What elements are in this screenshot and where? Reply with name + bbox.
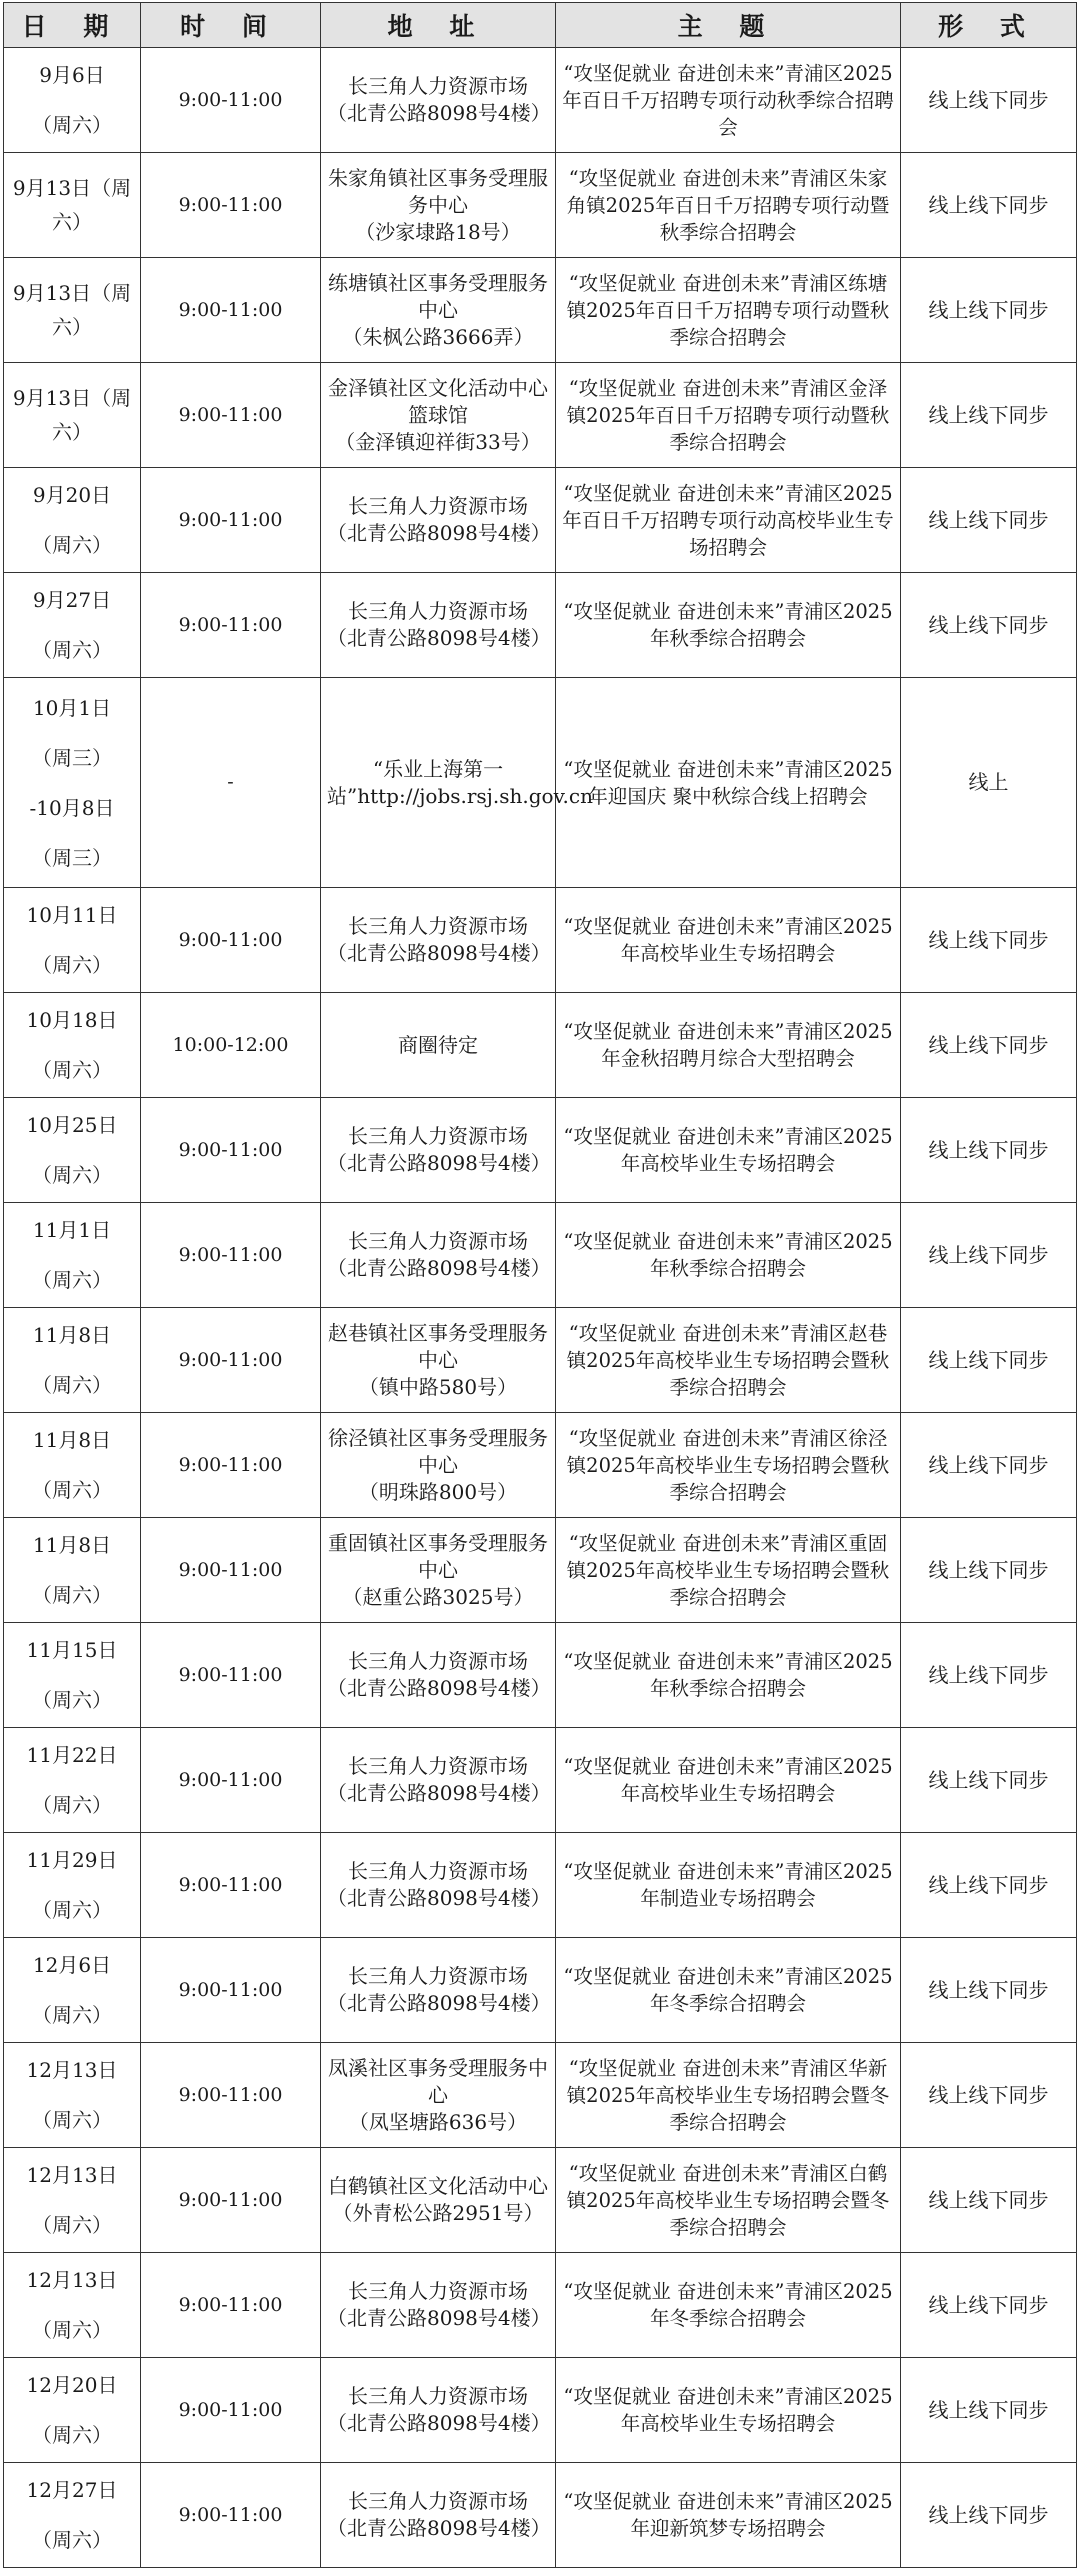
address-detail: （北青公路8098号4楼） bbox=[327, 1256, 551, 1280]
cell-format: 线上线下同步 bbox=[901, 1938, 1077, 2043]
address-detail: （镇中路580号） bbox=[358, 1374, 518, 1399]
cell-format: 线上线下同步 bbox=[901, 258, 1077, 363]
cell-date bbox=[4, 1413, 141, 1518]
date-line: 10月18日 bbox=[26, 1008, 118, 1032]
cell-address bbox=[321, 468, 556, 573]
table-row bbox=[4, 258, 1077, 363]
cell-format: 线上线下同步 bbox=[901, 1308, 1077, 1413]
date-line: 12月20日 bbox=[26, 2373, 118, 2397]
address-detail: （北青公路8098号4楼） bbox=[327, 1151, 551, 1175]
cell-address bbox=[321, 1203, 556, 1308]
date-line: （周六） bbox=[32, 1163, 112, 1187]
cell-theme: “攻坚促就业 奋进创未来”青浦区2025年秋季综合招聘会 bbox=[556, 573, 901, 678]
address-detail: （北青公路8098号4楼） bbox=[327, 1676, 551, 1700]
cell-address bbox=[321, 1098, 556, 1203]
cell-time: 9:00-11:00 bbox=[141, 1308, 321, 1413]
address-detail: （北青公路8098号4楼） bbox=[327, 1781, 551, 1805]
date-line: 12月13日 bbox=[26, 2058, 118, 2082]
date-line: 10月1日 bbox=[32, 695, 112, 720]
table-row bbox=[4, 1308, 1077, 1413]
address-name: 长三角人力资源市场 bbox=[348, 1124, 528, 1148]
address-name: 长三角人力资源市场 bbox=[348, 2279, 528, 2303]
cell-address bbox=[321, 573, 556, 678]
date-line: （周六） bbox=[32, 953, 112, 977]
date-line: 11月8日 bbox=[32, 1428, 112, 1452]
cell-date bbox=[4, 573, 141, 678]
cell-address bbox=[321, 1413, 556, 1518]
date-line: 9月13日（周六） bbox=[12, 281, 132, 339]
cell-time: 9:00-11:00 bbox=[141, 2253, 321, 2358]
header-address: 地 址 bbox=[321, 3, 556, 48]
table-row bbox=[4, 1203, 1077, 1308]
cell-date bbox=[4, 1728, 141, 1833]
table-row bbox=[4, 2148, 1077, 2253]
date-line: 9月13日（周六） bbox=[12, 386, 132, 444]
date-line: （周六） bbox=[32, 1268, 112, 1292]
cell-format: 线上线下同步 bbox=[901, 2358, 1077, 2463]
cell-address bbox=[321, 1728, 556, 1833]
table-row bbox=[4, 363, 1077, 468]
cell-format: 线上线下同步 bbox=[901, 1518, 1077, 1623]
address-name: 徐泾镇社区事务受理服务中心 bbox=[328, 1425, 548, 1477]
cell-format: 线上线下同步 bbox=[901, 888, 1077, 993]
address-detail: （北青公路8098号4楼） bbox=[327, 1991, 551, 2015]
cell-date bbox=[4, 2148, 141, 2253]
cell-address bbox=[321, 153, 556, 258]
cell-address bbox=[321, 1623, 556, 1728]
cell-format: 线上线下同步 bbox=[901, 993, 1077, 1098]
cell-format: 线上线下同步 bbox=[901, 1203, 1077, 1308]
cell-date bbox=[4, 153, 141, 258]
cell-time: 9:00-11:00 bbox=[141, 1623, 321, 1728]
address-detail: （北青公路8098号4楼） bbox=[327, 2411, 551, 2435]
cell-date bbox=[4, 2043, 141, 2148]
address-detail: （外青松公路2951号） bbox=[332, 2201, 544, 2225]
cell-time: - bbox=[141, 678, 321, 888]
cell-address bbox=[321, 1833, 556, 1938]
address-name: 朱家角镇社区事务受理服务中心 bbox=[328, 165, 548, 217]
cell-time: 9:00-11:00 bbox=[141, 363, 321, 468]
cell-time: 9:00-11:00 bbox=[141, 1098, 321, 1203]
date-line: （周六） bbox=[32, 533, 112, 557]
cell-format: 线上线下同步 bbox=[901, 48, 1077, 153]
header-date: 日 期 bbox=[4, 3, 141, 48]
cell-address bbox=[321, 1518, 556, 1623]
table-row bbox=[4, 468, 1077, 573]
address-name: 金泽镇社区文化活动中心篮球馆 bbox=[328, 375, 548, 427]
cell-time: 9:00-11:00 bbox=[141, 1518, 321, 1623]
cell-time: 9:00-11:00 bbox=[141, 153, 321, 258]
date-line: （周三） bbox=[32, 845, 112, 870]
cell-theme: “攻坚促就业 奋进创未来”青浦区2025年冬季综合招聘会 bbox=[556, 2253, 901, 2358]
table-row bbox=[4, 2358, 1077, 2463]
date-line: （周六） bbox=[32, 1898, 112, 1922]
table-row bbox=[4, 153, 1077, 258]
date-line: （周六） bbox=[32, 1583, 112, 1607]
date-line: 12月27日 bbox=[26, 2478, 118, 2502]
address-name: 长三角人力资源市场 bbox=[348, 2489, 528, 2513]
cell-date bbox=[4, 993, 141, 1098]
date-line: 11月8日 bbox=[32, 1323, 112, 1347]
cell-date bbox=[4, 2358, 141, 2463]
date-line: （周六） bbox=[32, 2108, 112, 2132]
date-line: （周六） bbox=[32, 2003, 112, 2027]
cell-time: 9:00-11:00 bbox=[141, 48, 321, 153]
table-row bbox=[4, 993, 1077, 1098]
address-detail: （北青公路8098号4楼） bbox=[327, 101, 551, 125]
cell-format: 线上线下同步 bbox=[901, 363, 1077, 468]
table-row bbox=[4, 888, 1077, 993]
cell-theme: “攻坚促就业 奋进创未来”青浦区赵巷镇2025年高校毕业生专场招聘会暨秋季综合招聘会 bbox=[556, 1308, 901, 1413]
address-name: 白鹤镇社区文化活动中心 bbox=[328, 2174, 548, 2198]
cell-address bbox=[321, 1308, 556, 1413]
cell-theme: “攻坚促就业 奋进创未来”青浦区重固镇2025年高校毕业生专场招聘会暨秋季综合招聘会 bbox=[556, 1518, 901, 1623]
cell-time: 9:00-11:00 bbox=[141, 1203, 321, 1308]
cell-theme: “攻坚促就业 奋进创未来”青浦区朱家角镇2025年百日千万招聘专项行动暨秋季综合招聘会 bbox=[556, 153, 901, 258]
date-line: （周六） bbox=[32, 1793, 112, 1817]
cell-format: 线上线下同步 bbox=[901, 2253, 1077, 2358]
date-line: 11月1日 bbox=[32, 1218, 112, 1242]
cell-theme: “攻坚促就业 奋进创未来”青浦区金泽镇2025年百日千万招聘专项行动暨秋季综合招聘会 bbox=[556, 363, 901, 468]
cell-theme: “攻坚促就业 奋进创未来”青浦区2025年秋季综合招聘会 bbox=[556, 1203, 901, 1308]
cell-date bbox=[4, 888, 141, 993]
date-line: （周六） bbox=[32, 113, 112, 137]
table-row bbox=[4, 573, 1077, 678]
date-line: 11月8日 bbox=[32, 1533, 112, 1557]
cell-address bbox=[321, 258, 556, 363]
date-line: 12月6日 bbox=[32, 1953, 112, 1977]
cell-address bbox=[321, 2358, 556, 2463]
address-detail: （明珠路800号） bbox=[358, 1479, 518, 1504]
date-line: （周六） bbox=[32, 1373, 112, 1397]
header-time: 时 间 bbox=[141, 3, 321, 48]
table-row bbox=[4, 1413, 1077, 1518]
cell-theme: “攻坚促就业 奋进创未来”青浦区华新镇2025年高校毕业生专场招聘会暨冬季综合招聘会 bbox=[556, 2043, 901, 2148]
cell-time: 9:00-11:00 bbox=[141, 1413, 321, 1518]
table-row bbox=[4, 678, 1077, 888]
cell-format: 线上线下同步 bbox=[901, 2043, 1077, 2148]
address-detail: （北青公路8098号4楼） bbox=[327, 941, 551, 965]
cell-format: 线上线下同步 bbox=[901, 468, 1077, 573]
address-name: 长三角人力资源市场 bbox=[348, 1229, 528, 1253]
table-row bbox=[4, 2253, 1077, 2358]
cell-date bbox=[4, 468, 141, 573]
cell-time: 9:00-11:00 bbox=[141, 1938, 321, 2043]
address-name: 长三角人力资源市场 bbox=[348, 2384, 528, 2408]
cell-theme: “攻坚促就业 奋进创未来”青浦区白鹤镇2025年高校毕业生专场招聘会暨冬季综合招聘会 bbox=[556, 2148, 901, 2253]
cell-address bbox=[321, 888, 556, 993]
table-row bbox=[4, 2043, 1077, 2148]
cell-format: 线上 bbox=[901, 678, 1077, 888]
address-name: 凤溪社区事务受理服务中心 bbox=[328, 2055, 548, 2107]
address-detail: （朱枫公路3666弄） bbox=[342, 324, 534, 349]
cell-format: 线上线下同步 bbox=[901, 1098, 1077, 1203]
date-line: 11月29日 bbox=[26, 1848, 118, 1872]
cell-theme: “攻坚促就业 奋进创未来”青浦区2025年迎国庆 聚中秋综合线上招聘会 bbox=[556, 678, 901, 888]
cell-format: 线上线下同步 bbox=[901, 1623, 1077, 1728]
address-name: 长三角人力资源市场 bbox=[348, 914, 528, 938]
cell-theme: “攻坚促就业 奋进创未来”青浦区练塘镇2025年百日千万招聘专项行动暨秋季综合招聘会 bbox=[556, 258, 901, 363]
table-row bbox=[4, 48, 1077, 153]
address-name: 长三角人力资源市场 bbox=[348, 74, 528, 98]
table-row bbox=[4, 1938, 1077, 2043]
cell-format: 线上线下同步 bbox=[901, 2148, 1077, 2253]
date-line: 10月11日 bbox=[26, 903, 118, 927]
cell-time: 9:00-11:00 bbox=[141, 468, 321, 573]
cell-time: 9:00-11:00 bbox=[141, 2148, 321, 2253]
date-line: 12月13日 bbox=[26, 2268, 118, 2292]
address-name: 长三角人力资源市场 bbox=[348, 1859, 528, 1883]
date-line: 12月13日 bbox=[26, 2163, 118, 2187]
table-row bbox=[4, 1833, 1077, 1938]
cell-time: 9:00-11:00 bbox=[141, 1833, 321, 1938]
table-row bbox=[4, 1518, 1077, 1623]
date-line: 9月20日 bbox=[32, 483, 112, 507]
cell-date bbox=[4, 678, 141, 888]
cell-time: 9:00-11:00 bbox=[141, 258, 321, 363]
cell-theme: “攻坚促就业 奋进创未来”青浦区2025年秋季综合招聘会 bbox=[556, 1623, 901, 1728]
cell-date bbox=[4, 1203, 141, 1308]
cell-format: 线上线下同步 bbox=[901, 1833, 1077, 1938]
cell-format: 线上线下同步 bbox=[901, 153, 1077, 258]
cell-date bbox=[4, 1308, 141, 1413]
cell-format: 线上线下同步 bbox=[901, 1413, 1077, 1518]
table-row bbox=[4, 2463, 1077, 2568]
address-name: 商圈待定 bbox=[398, 1032, 478, 1057]
address-detail: （北青公路8098号4楼） bbox=[327, 2306, 551, 2330]
cell-date bbox=[4, 1833, 141, 1938]
cell-date bbox=[4, 1938, 141, 2043]
cell-time: 9:00-11:00 bbox=[141, 2043, 321, 2148]
header-theme: 主 题 bbox=[556, 3, 901, 48]
address-name: 重固镇社区事务受理服务中心 bbox=[328, 1530, 548, 1582]
cell-address bbox=[321, 363, 556, 468]
date-line: （周三） bbox=[32, 745, 112, 770]
address-name: 长三角人力资源市场 bbox=[348, 599, 528, 623]
date-line: （周六） bbox=[32, 638, 112, 662]
cell-theme: “攻坚促就业 奋进创未来”青浦区2025年高校毕业生专场招聘会 bbox=[556, 1098, 901, 1203]
address-detail: （北青公路8098号4楼） bbox=[327, 2516, 551, 2540]
cell-format: 线上线下同步 bbox=[901, 1728, 1077, 1833]
address-detail: （赵重公路3025号） bbox=[342, 1584, 534, 1609]
cell-theme: “攻坚促就业 奋进创未来”青浦区徐泾镇2025年高校毕业生专场招聘会暨秋季综合招聘会 bbox=[556, 1413, 901, 1518]
address-name: 长三角人力资源市场 bbox=[348, 1964, 528, 1988]
schedule-rows bbox=[4, 48, 1077, 2568]
cell-theme: “攻坚促就业 奋进创未来”青浦区2025年高校毕业生专场招聘会 bbox=[556, 2358, 901, 2463]
cell-address bbox=[321, 2463, 556, 2568]
cell-address bbox=[321, 48, 556, 153]
cell-theme: “攻坚促就业 奋进创未来”青浦区2025年百日千万招聘专项行动高校毕业生专场招聘会 bbox=[556, 468, 901, 573]
address-detail: （北青公路8098号4楼） bbox=[327, 626, 551, 650]
cell-theme: “攻坚促就业 奋进创未来”青浦区2025年冬季综合招聘会 bbox=[556, 1938, 901, 2043]
date-line: （周六） bbox=[32, 1058, 112, 1082]
cell-date bbox=[4, 363, 141, 468]
address-name: “乐业上海第一站”http://jobs.rsj.sh.gov.cn bbox=[327, 756, 593, 808]
cell-address bbox=[321, 678, 593, 888]
date-line: 11月22日 bbox=[26, 1743, 118, 1767]
date-line: （周六） bbox=[32, 2528, 112, 2552]
address-detail: （沙家埭路18号） bbox=[355, 219, 521, 244]
schedule-table bbox=[3, 2, 1077, 2568]
cell-date bbox=[4, 258, 141, 363]
date-line: （周六） bbox=[32, 1688, 112, 1712]
address-name: 长三角人力资源市场 bbox=[348, 494, 528, 518]
table-row bbox=[4, 1623, 1077, 1728]
cell-time: 9:00-11:00 bbox=[141, 573, 321, 678]
cell-date bbox=[4, 1098, 141, 1203]
address-name: 练塘镇社区事务受理服务中心 bbox=[328, 270, 548, 322]
cell-theme: “攻坚促就业 奋进创未来”青浦区2025年制造业专场招聘会 bbox=[556, 1833, 901, 1938]
address-name: 长三角人力资源市场 bbox=[348, 1649, 528, 1673]
date-line: 9月6日 bbox=[39, 63, 105, 87]
date-line: 9月13日（周六） bbox=[12, 176, 132, 234]
cell-time: 9:00-11:00 bbox=[141, 2358, 321, 2463]
table-row bbox=[4, 1098, 1077, 1203]
address-detail: （凤坚塘路636号） bbox=[348, 2109, 528, 2134]
cell-theme: “攻坚促就业 奋进创未来”青浦区2025年金秋招聘月综合大型招聘会 bbox=[556, 993, 901, 1098]
cell-theme: “攻坚促就业 奋进创未来”青浦区2025年高校毕业生专场招聘会 bbox=[556, 1728, 901, 1833]
address-name: 长三角人力资源市场 bbox=[348, 1754, 528, 1778]
address-detail: （金泽镇迎祥街33号） bbox=[335, 429, 541, 454]
date-line: （周六） bbox=[32, 2318, 112, 2342]
address-detail: （北青公路8098号4楼） bbox=[327, 1886, 551, 1910]
date-line: 9月27日 bbox=[32, 588, 112, 612]
cell-date bbox=[4, 2253, 141, 2358]
address-name: 赵巷镇社区事务受理服务中心 bbox=[328, 1320, 548, 1372]
cell-date bbox=[4, 48, 141, 153]
cell-date bbox=[4, 1518, 141, 1623]
address-detail: （北青公路8098号4楼） bbox=[327, 521, 551, 545]
cell-address bbox=[321, 2043, 556, 2148]
cell-theme: “攻坚促就业 奋进创未来”青浦区2025年高校毕业生专场招聘会 bbox=[556, 888, 901, 993]
cell-address bbox=[321, 1938, 556, 2043]
cell-address bbox=[321, 2253, 556, 2358]
cell-address bbox=[321, 993, 556, 1098]
table-row bbox=[4, 1728, 1077, 1833]
date-line: （周六） bbox=[32, 2423, 112, 2447]
cell-date bbox=[4, 2463, 141, 2568]
date-line: 10月25日 bbox=[26, 1113, 118, 1137]
cell-format: 线上线下同步 bbox=[901, 2463, 1077, 2568]
cell-time: 9:00-11:00 bbox=[141, 1728, 321, 1833]
cell-time: 10:00-12:00 bbox=[141, 993, 321, 1098]
cell-format: 线上线下同步 bbox=[901, 573, 1077, 678]
cell-time: 9:00-11:00 bbox=[141, 888, 321, 993]
cell-date bbox=[4, 1623, 141, 1728]
cell-theme: “攻坚促就业 奋进创未来”青浦区2025年百日千万招聘专项行动秋季综合招聘会 bbox=[556, 48, 901, 153]
header-row bbox=[4, 3, 1077, 48]
cell-address bbox=[321, 2148, 556, 2253]
date-line: （周六） bbox=[32, 2213, 112, 2237]
header-format: 形 式 bbox=[901, 3, 1077, 48]
date-line: 11月15日 bbox=[26, 1638, 118, 1662]
cell-theme: “攻坚促就业 奋进创未来”青浦区2025年迎新筑梦专场招聘会 bbox=[556, 2463, 901, 2568]
date-line: （周六） bbox=[32, 1478, 112, 1502]
date-line: -10月8日 bbox=[29, 795, 115, 820]
cell-time: 9:00-11:00 bbox=[141, 2463, 321, 2568]
